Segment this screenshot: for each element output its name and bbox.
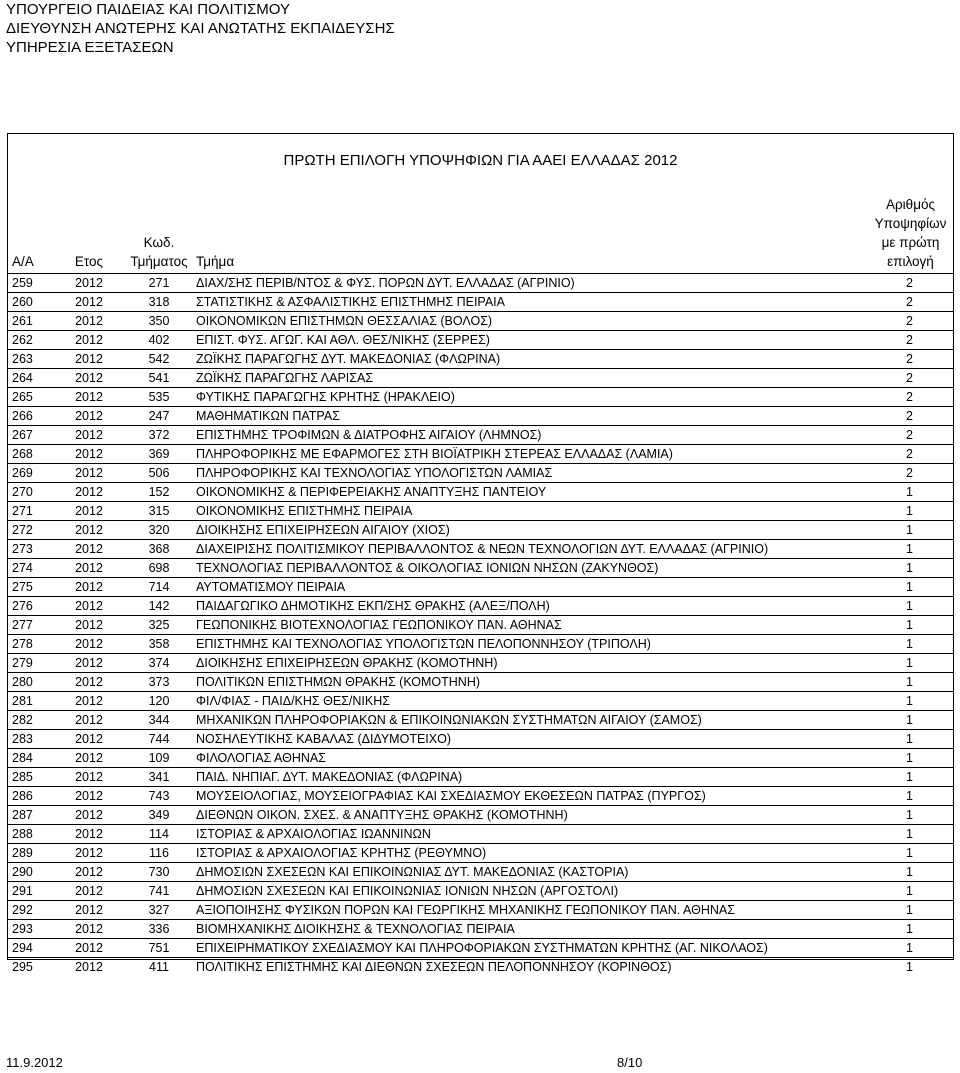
candidate-count-cell: 1	[868, 578, 953, 597]
department-name-cell: ΦΙΛ/ΦΙΑΣ - ΠΑΙΔ/ΚΗΣ ΘΕΣ/ΝΙΚΗΣ	[194, 692, 868, 711]
candidate-count-cell: 1	[868, 939, 953, 958]
department-code-cell: 318	[124, 293, 194, 312]
row-number-cell: 266	[8, 407, 54, 426]
year-cell: 2012	[54, 901, 124, 920]
department-code-cell: 741	[124, 882, 194, 901]
row-number-cell: 268	[8, 445, 54, 464]
candidate-count-cell: 1	[868, 635, 953, 654]
row-number-cell: 287	[8, 806, 54, 825]
department-code-cell: 743	[124, 787, 194, 806]
department-name-cell: ΠΛΗΡΟΦΟΡΙΚΗΣ ΜΕ ΕΦΑΡΜΟΓΕΣ ΣΤΗ ΒΙΟΪΑΤΡΙΚΗ ΣΤΕΡΕΑΣ ΕΛΛΑΔΑΣ (ΛΑΜΙΑ)	[194, 445, 868, 464]
department-name-cell: ΟΙΚΟΝΟΜΙΚΗΣ ΕΠΙΣΤΗΜΗΣ ΠΕΙΡΑΙΑ	[194, 502, 868, 521]
department-code-cell: 506	[124, 464, 194, 483]
row-number-cell: 260	[8, 293, 54, 312]
department-code-cell: 368	[124, 540, 194, 559]
table-row	[8, 844, 953, 863]
department-code-cell: 152	[124, 483, 194, 502]
candidate-count-cell: 2	[868, 274, 953, 293]
ministry-name: ΥΠΟΥΡΓΕΙΟ ΠΑΙΔΕΙΑΣ ΚΑΙ ΠΟΛΙΤΙΣΜΟΥ	[6, 1, 290, 18]
table-row	[8, 768, 953, 787]
candidate-count-cell: 1	[868, 502, 953, 521]
table-body	[8, 274, 953, 977]
ministry-header	[6, 0, 395, 57]
department-code-cell: 698	[124, 559, 194, 578]
row-number-cell: 272	[8, 521, 54, 540]
candidate-count-cell: 1	[868, 711, 953, 730]
department-code-cell: 751	[124, 939, 194, 958]
row-number-cell: 278	[8, 635, 54, 654]
row-number-cell: 292	[8, 901, 54, 920]
row-number-cell: 293	[8, 920, 54, 939]
department-name-cell: ΖΩΪΚΗΣ ΠΑΡΑΓΩΓΗΣ ΔΥΤ. ΜΑΚΕΔΟΝΙΑΣ (ΦΛΩΡΙΝΑ)	[194, 350, 868, 369]
year-cell: 2012	[54, 578, 124, 597]
department-name-cell: ΜΟΥΣΕΙΟΛΟΓΙΑΣ, ΜΟΥΣΕΙΟΓΡΑΦΙΑΣ ΚΑΙ ΣΧΕΔΙΑΣΜΟΥ ΕΚΘΕΣΕΩΝ ΠΑΤΡΑΣ (ΠΥΡΓΟΣ)	[194, 787, 868, 806]
row-number-cell: 284	[8, 749, 54, 768]
row-number-cell: 273	[8, 540, 54, 559]
table-row	[8, 312, 953, 331]
year-cell: 2012	[54, 464, 124, 483]
table-row	[8, 673, 953, 692]
candidate-count-cell: 1	[868, 597, 953, 616]
year-cell: 2012	[54, 502, 124, 521]
row-number-cell: 294	[8, 939, 54, 958]
department-name-cell: ΜΑΘΗΜΑΤΙΚΩΝ ΠΑΤΡΑΣ	[194, 407, 868, 426]
year-cell: 2012	[75, 960, 103, 974]
candidate-count-cell: 1	[868, 559, 953, 578]
candidate-count-cell: 2	[868, 388, 953, 407]
row-number-cell: 282	[8, 711, 54, 730]
year-cell: 2012	[54, 388, 124, 407]
column-header-department: Τμήμα	[194, 191, 868, 274]
department-name-cell: ΔΙΟΙΚΗΣΗΣ ΕΠΙΧΕΙΡΗΣΕΩΝ ΑΙΓΑΙΟΥ (ΧΙΟΣ)	[194, 521, 868, 540]
department-name-cell: ΣΤΑΤΙΣΤΙΚΗΣ & ΑΣΦΑΛΙΣΤΙΚΗΣ ΕΠΙΣΤΗΜΗΣ ΠΕΙΡΑΙΑ	[194, 293, 868, 312]
column-header-year: Ετος	[54, 191, 124, 274]
candidate-count-cell: 2	[868, 312, 953, 331]
department-code-cell: 349	[124, 806, 194, 825]
table-row	[8, 616, 953, 635]
candidate-count-cell: 1	[906, 960, 913, 974]
candidate-count-cell: 2	[868, 407, 953, 426]
service-name: ΥΠΗΡΕΣΙΑ ΕΞΕΤΑΣΕΩΝ	[6, 39, 174, 56]
department-name-cell: ΔΙΕΘΝΩΝ ΟΙΚΟΝ. ΣΧΕΣ. & ΑΝΑΠΤΥΞΗΣ ΘΡΑΚΗΣ (ΚΟΜΟΤΗΝΗ)	[194, 806, 868, 825]
year-cell: 2012	[54, 787, 124, 806]
column-header-code-line1: Κωδ.	[143, 235, 175, 250]
candidate-count-cell: 1	[868, 540, 953, 559]
candidate-count-cell: 1	[868, 787, 953, 806]
department-name-cell: ΔΗΜΟΣΙΩΝ ΣΧΕΣΕΩΝ ΚΑΙ ΕΠΙΚΟΙΝΩΝΙΑΣ ΙΟΝΙΩΝ ΝΗΣΩΝ (ΑΡΓΟΣΤΟΛΙ)	[194, 882, 868, 901]
table-row	[8, 464, 953, 483]
year-cell: 2012	[54, 920, 124, 939]
table-row	[8, 749, 953, 768]
department-name-cell: ΕΠΙΣΤ. ΦΥΣ. ΑΓΩΓ. ΚΑΙ ΑΘΛ. ΘΕΣ/ΝΙΚΗΣ (ΣΕΡΡΕΣ)	[194, 331, 868, 350]
table-row	[8, 939, 953, 958]
department-name-cell: ΝΟΣΗΛΕΥΤΙΚΗΣ ΚΑΒΑΛΑΣ (ΔΙΔΥΜΟΤΕΙΧΟ)	[194, 730, 868, 749]
department-code-cell: 114	[124, 825, 194, 844]
column-header-code	[124, 191, 194, 274]
department-name-cell: ΤΕΧΝΟΛΟΓΙΑΣ ΠΕΡΙΒΑΛΛΟΝΤΟΣ & ΟΙΚΟΛΟΓΙΑΣ ΙΟΝΙΩΝ ΝΗΣΩΝ (ΖΑΚΥΝΘΟΣ)	[194, 559, 868, 578]
department-code-cell: 744	[124, 730, 194, 749]
results-sheet	[7, 133, 954, 974]
department-code-cell: 142	[124, 597, 194, 616]
row-number-cell: 265	[8, 388, 54, 407]
year-cell: 2012	[54, 673, 124, 692]
row-number-cell: 291	[8, 882, 54, 901]
year-cell: 2012	[54, 616, 124, 635]
page-title: ΠΡΩΤΗ ΕΠΙΛΟΓΗ ΥΠΟΨΗΦΙΩΝ ΓΙΑ ΑΑΕΙ ΕΛΛΑΔΑΣ 2012	[283, 152, 678, 169]
department-code-cell: 336	[124, 920, 194, 939]
department-name-cell: ΕΠΙΧΕΙΡΗΜΑΤΙΚΟΥ ΣΧΕΔΙΑΣΜΟΥ ΚΑΙ ΠΛΗΡΟΦΟΡΙΑΚΩΝ ΣΥΣΤΗΜΑΤΩΝ ΚΡΗΤΗΣ (ΑΓ. ΝΙΚΟΛΑΟΣ)	[194, 939, 868, 958]
table-row	[8, 901, 953, 920]
row-number-cell: 276	[8, 597, 54, 616]
department-code-cell: 372	[124, 426, 194, 445]
candidate-count-cell: 1	[868, 749, 953, 768]
department-code-cell: 116	[124, 844, 194, 863]
year-cell: 2012	[54, 559, 124, 578]
candidate-count-cell: 2	[868, 331, 953, 350]
table-row	[8, 331, 953, 350]
table-header-row	[8, 191, 953, 274]
row-number-cell: 283	[8, 730, 54, 749]
row-number-cell: 259	[8, 274, 54, 293]
department-code-cell: 344	[124, 711, 194, 730]
candidate-count-cell: 1	[868, 825, 953, 844]
table-row	[8, 635, 953, 654]
candidate-count-cell: 1	[868, 882, 953, 901]
department-code-cell: 373	[124, 673, 194, 692]
column-header-aa: Α/Α	[8, 191, 54, 274]
department-code-cell: 541	[124, 369, 194, 388]
candidate-count-cell: 1	[868, 483, 953, 502]
directorate-name: ΔΙΕΥΘΥΝΣΗ ΑΝΩΤΕΡΗΣ ΚΑΙ ΑΝΩΤΑΤΗΣ ΕΚΠΑΙΔΕΥΣΗΣ	[6, 20, 395, 37]
year-cell: 2012	[54, 483, 124, 502]
table-row	[8, 958, 953, 977]
department-name-cell: ΔΙΑΧ/ΣΗΣ ΠΕΡΙΒ/ΝΤΟΣ & ΦΥΣ. ΠΟΡΩΝ ΔΥΤ. ΕΛΛΑΔΑΣ (ΑΓΡΙΝΙΟ)	[194, 274, 868, 293]
candidate-count-cell: 2	[868, 350, 953, 369]
department-name-cell: ΒΙΟΜΗΧΑΝΙΚΗΣ ΔΙΟΙΚΗΣΗΣ & ΤΕΧΝΟΛΟΓΙΑΣ ΠΕΙΡΑΙΑ	[194, 920, 868, 939]
candidate-count-cell: 1	[868, 920, 953, 939]
department-code-cell: 535	[124, 388, 194, 407]
year-cell: 2012	[54, 806, 124, 825]
department-code-cell: 350	[124, 312, 194, 331]
department-name-cell: ΓΕΩΠΟΝΙΚΗΣ ΒΙΟΤΕΧΝΟΛΟΓΙΑΣ ΓΕΩΠΟΝΙΚΟΥ ΠΑΝ. ΑΘΗΝΑΣ	[194, 616, 868, 635]
department-code-cell: 315	[124, 502, 194, 521]
year-cell: 2012	[54, 882, 124, 901]
department-code-cell: 327	[124, 901, 194, 920]
department-name-cell: ΑΥΤΟΜΑΤΙΣΜΟΥ ΠΕΙΡΑΙΑ	[194, 578, 868, 597]
department-code-cell: 374	[124, 654, 194, 673]
page-number: 8/10	[617, 1055, 643, 1070]
year-cell: 2012	[54, 274, 124, 293]
row-number-cell: 288	[8, 825, 54, 844]
row-number-cell: 277	[8, 616, 54, 635]
department-name-cell: ΠΟΛΙΤΙΚΩΝ ΕΠΙΣΤΗΜΩΝ ΘΡΑΚΗΣ (ΚΟΜΟΤΗΝΗ)	[194, 673, 868, 692]
candidate-count-cell: 2	[868, 293, 953, 312]
department-code-cell: 369	[124, 445, 194, 464]
table-row	[8, 502, 953, 521]
column-header-count	[868, 191, 953, 274]
table-row	[8, 730, 953, 749]
year-cell: 2012	[54, 426, 124, 445]
table-row	[8, 920, 953, 939]
table-row	[8, 483, 953, 502]
department-name-cell: ΕΠΙΣΤΗΜΗΣ ΚΑΙ ΤΕΧΝΟΛΟΓΙΑΣ ΥΠΟΛΟΓΙΣΤΩΝ ΠΕΛΟΠΟΝΝΗΣΟΥ (ΤΡΙΠΟΛΗ)	[194, 635, 868, 654]
candidate-count-cell: 1	[868, 844, 953, 863]
department-name-cell: ΕΠΙΣΤΗΜΗΣ ΤΡΟΦΙΜΩΝ & ΔΙΑΤΡΟΦΗΣ ΑΙΓΑΙΟΥ (ΛΗΜΝΟΣ)	[194, 426, 868, 445]
table-row	[8, 692, 953, 711]
table-row	[8, 559, 953, 578]
candidate-count-cell: 1	[868, 673, 953, 692]
department-name-cell: ΙΣΤΟΡΙΑΣ & ΑΡΧΑΙΟΛΟΓΙΑΣ ΙΩΑΝΝΙΝΩΝ	[194, 825, 868, 844]
row-number-cell: 285	[8, 768, 54, 787]
department-name-cell: ΑΞΙΟΠΟΙΗΣΗΣ ΦΥΣΙΚΩΝ ΠΟΡΩΝ ΚΑΙ ΓΕΩΡΓΙΚΗΣ ΜΗΧΑΝΙΚΗΣ ΓΕΩΠΟΝΙΚΟΥ ΠΑΝ. ΑΘΗΝΑΣ	[194, 901, 868, 920]
row-number-cell: 261	[8, 312, 54, 331]
department-code-cell: 247	[124, 407, 194, 426]
year-cell: 2012	[54, 350, 124, 369]
department-code-cell: 271	[124, 274, 194, 293]
department-name-cell: ΦΥΤΙΚΗΣ ΠΑΡΑΓΩΓΗΣ ΚΡΗΤΗΣ (ΗΡΑΚΛΕΙΟ)	[194, 388, 868, 407]
candidate-count-cell: 1	[868, 768, 953, 787]
table-row	[8, 350, 953, 369]
row-number-cell: 270	[8, 483, 54, 502]
table-row	[8, 388, 953, 407]
candidate-count-cell: 1	[868, 521, 953, 540]
table-row	[8, 806, 953, 825]
candidate-count-cell: 2	[868, 426, 953, 445]
table-row	[8, 882, 953, 901]
table-row	[8, 863, 953, 882]
year-cell: 2012	[54, 597, 124, 616]
department-code-cell: 120	[124, 692, 194, 711]
department-code-cell: 730	[124, 863, 194, 882]
department-name-cell: ΠΑΙΔ. ΝΗΠΙΑΓ. ΔΥΤ. ΜΑΚΕΔΟΝΙΑΣ (ΦΛΩΡΙΝΑ)	[194, 768, 868, 787]
candidate-count-cell: 1	[868, 730, 953, 749]
department-name-cell: ΦΙΛΟΛΟΓΙΑΣ ΑΘΗΝΑΣ	[194, 749, 868, 768]
year-cell: 2012	[54, 844, 124, 863]
table-row	[8, 825, 953, 844]
row-number-cell: 262	[8, 331, 54, 350]
table-row	[8, 654, 953, 673]
row-number-cell: 290	[8, 863, 54, 882]
row-number-cell: 289	[8, 844, 54, 863]
row-number-cell: 267	[8, 426, 54, 445]
department-name-cell: ΠΑΙΔΑΓΩΓΙΚΟ ΔΗΜΟΤΙΚΗΣ ΕΚΠ/ΣΗΣ ΘΡΑΚΗΣ (ΑΛΕΞ/ΠΟΛΗ)	[194, 597, 868, 616]
year-cell: 2012	[54, 730, 124, 749]
candidate-count-cell: 1	[868, 654, 953, 673]
candidate-count-cell: 1	[868, 692, 953, 711]
candidate-count-cell: 1	[868, 806, 953, 825]
department-code-cell: 325	[124, 616, 194, 635]
candidate-count-cell: 2	[868, 369, 953, 388]
results-table	[8, 191, 953, 976]
candidate-count-cell: 1	[868, 616, 953, 635]
year-cell: 2012	[54, 331, 124, 350]
department-name-cell: ΔΙΑΧΕΙΡΙΣΗΣ ΠΟΛΙΤΙΣΜΙΚΟΥ ΠΕΡΙΒΑΛΛΟΝΤΟΣ & ΝΕΩΝ ΤΕΧΝΟΛΟΓΙΩΝ ΔΥΤ. ΕΛΛΑΔΑΣ (ΑΓΡΙΝΙΟ)	[194, 540, 868, 559]
year-cell: 2012	[54, 654, 124, 673]
year-cell: 2012	[54, 825, 124, 844]
department-name-cell: ΟΙΚΟΝΟΜΙΚΩΝ ΕΠΙΣΤΗΜΩΝ ΘΕΣΣΑΛΙΑΣ (ΒΟΛΟΣ)	[194, 312, 868, 331]
department-code-cell: 341	[124, 768, 194, 787]
column-header-code-line2: Τμήματος	[130, 254, 188, 269]
table-row	[8, 293, 953, 312]
department-code-cell: 402	[124, 331, 194, 350]
year-cell: 2012	[54, 939, 124, 958]
year-cell: 2012	[54, 692, 124, 711]
table-row	[8, 274, 953, 293]
year-cell: 2012	[54, 369, 124, 388]
department-name-cell: ΟΙΚΟΝΟΜΙΚΗΣ & ΠΕΡΙΦΕΡΕΙΑΚΗΣ ΑΝΑΠΤΥΞΗΣ ΠΑΝΤΕΙΟΥ	[194, 483, 868, 502]
table-row	[8, 521, 953, 540]
candidate-count-cell: 2	[868, 445, 953, 464]
department-code-cell: 714	[124, 578, 194, 597]
column-header-count-line4: επιλογή	[887, 254, 934, 269]
row-number-cell: 275	[8, 578, 54, 597]
candidate-count-cell: 2	[868, 464, 953, 483]
row-number-cell: 281	[8, 692, 54, 711]
department-code-cell: 358	[124, 635, 194, 654]
department-code-cell: 411	[149, 960, 169, 974]
year-cell: 2012	[54, 711, 124, 730]
year-cell: 2012	[54, 768, 124, 787]
department-code-cell: 109	[124, 749, 194, 768]
year-cell: 2012	[54, 293, 124, 312]
department-code-cell: 320	[124, 521, 194, 540]
row-number-cell: 263	[8, 350, 54, 369]
table-row	[8, 407, 953, 426]
table-row	[8, 369, 953, 388]
year-cell: 2012	[54, 445, 124, 464]
year-cell: 2012	[54, 863, 124, 882]
department-name-cell: ΙΣΤΟΡΙΑΣ & ΑΡΧΑΙΟΛΟΓΙΑΣ ΚΡΗΤΗΣ (ΡΕΘΥΜΝΟ)	[194, 844, 868, 863]
year-cell: 2012	[54, 312, 124, 331]
department-name-cell: ΠΛΗΡΟΦΟΡΙΚΗΣ ΚΑΙ ΤΕΧΝΟΛΟΓΙΑΣ ΥΠΟΛΟΓΙΣΤΩΝ ΛΑΜΙΑΣ	[194, 464, 868, 483]
column-header-count-line2: Υποψηφίων	[874, 216, 947, 231]
table-row	[8, 426, 953, 445]
year-cell: 2012	[54, 540, 124, 559]
department-name-cell: ΖΩΪΚΗΣ ΠΑΡΑΓΩΓΗΣ ΛΑΡΙΣΑΣ	[194, 369, 868, 388]
row-number-cell: 269	[8, 464, 54, 483]
department-name-cell: ΔΗΜΟΣΙΩΝ ΣΧΕΣΕΩΝ ΚΑΙ ΕΠΙΚΟΙΝΩΝΙΑΣ ΔΥΤ. ΜΑΚΕΔΟΝΙΑΣ (ΚΑΣΤΟΡΙΑ)	[194, 863, 868, 882]
table-row	[8, 540, 953, 559]
footer-date: 11.9.2012	[6, 1055, 63, 1070]
department-name-cell: ΔΙΟΙΚΗΣΗΣ ΕΠΙΧΕΙΡΗΣΕΩΝ ΘΡΑΚΗΣ (ΚΟΜΟΤΗΝΗ)	[194, 654, 868, 673]
year-cell: 2012	[54, 749, 124, 768]
year-cell: 2012	[54, 407, 124, 426]
row-number-cell: 274	[8, 559, 54, 578]
candidate-count-cell: 1	[868, 863, 953, 882]
department-name-cell: ΠΟΛΙΤΙΚΗΣ ΕΠΙΣΤΗΜΗΣ ΚΑΙ ΔΙΕΘΝΩΝ ΣΧΕΣΕΩΝ ΠΕΛΟΠΟΝΝΗΣΟΥ (ΚΟΡΙΝΘΟΣ)	[196, 960, 672, 974]
candidate-count-cell: 1	[868, 901, 953, 920]
table-row	[8, 711, 953, 730]
year-cell: 2012	[54, 635, 124, 654]
row-number-cell: 286	[8, 787, 54, 806]
row-number-cell: 295	[12, 960, 33, 974]
table-row	[8, 578, 953, 597]
department-name-cell: ΜΗΧΑΝΙΚΩΝ ΠΛΗΡΟΦΟΡΙΑΚΩΝ & ΕΠΙΚΟΙΝΩΝΙΑΚΩΝ ΣΥΣΤΗΜΑΤΩΝ ΑΙΓΑΙΟΥ (ΣΑΜΟΣ)	[194, 711, 868, 730]
year-cell: 2012	[54, 521, 124, 540]
department-code-cell: 542	[124, 350, 194, 369]
column-header-count-line3: με πρώτη	[881, 235, 940, 250]
row-number-cell: 280	[8, 673, 54, 692]
table-row	[8, 597, 953, 616]
row-number-cell: 264	[8, 369, 54, 388]
table-row	[8, 787, 953, 806]
table-row	[8, 445, 953, 464]
row-number-cell: 271	[8, 502, 54, 521]
row-number-cell: 279	[8, 654, 54, 673]
column-header-count-line1: Αριθμός	[886, 197, 935, 212]
